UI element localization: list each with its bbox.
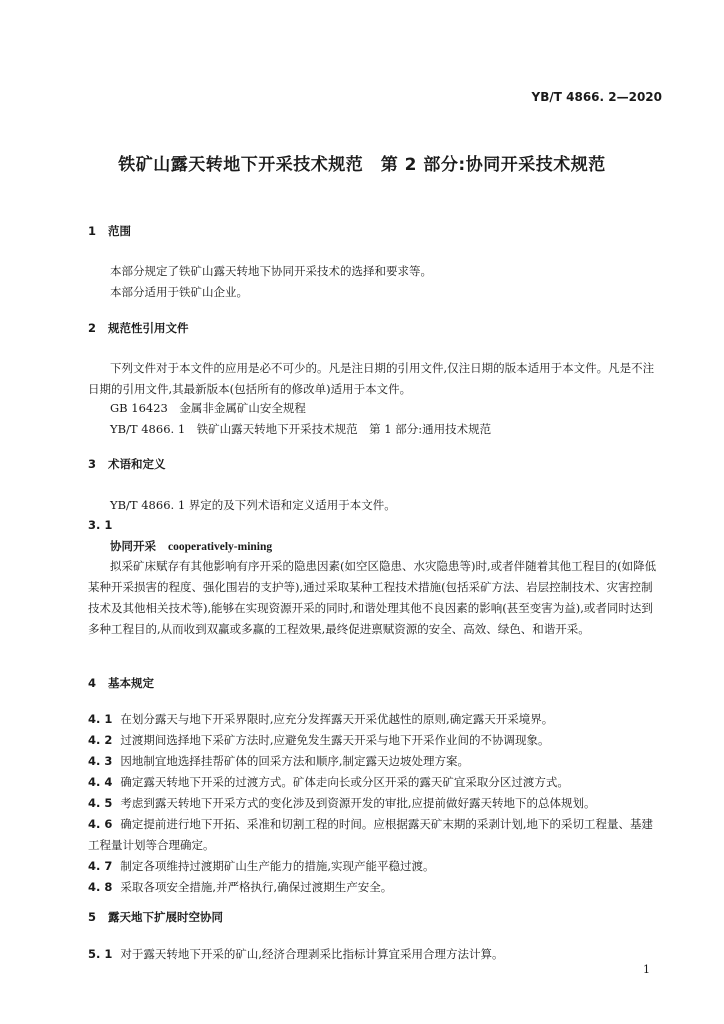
term-number: 3. 1: [88, 518, 113, 532]
section-number: 1: [88, 224, 97, 238]
section-title: 露天地下扩展时空协同: [108, 910, 223, 924]
section-number: 3: [88, 457, 97, 471]
clause-number: 4. 3: [88, 754, 113, 768]
clause-number: 4. 1: [88, 712, 113, 726]
clause-number: 5. 1: [88, 947, 113, 961]
section-4-heading: [88, 675, 154, 691]
clause-number: 4. 6: [88, 817, 113, 831]
page-title: 铁矿山露天转地下开采技术规范 第 2 部分:协同开采技术规范: [118, 155, 606, 175]
clause-number: 4. 7: [88, 859, 113, 873]
clause-text: 过渡期间选择地下采矿方法时,应避免发生露天开采与地下开采作业间的不协调现象。: [120, 733, 550, 747]
section-title: 规范性引用文件: [108, 321, 189, 335]
section-title: 基本规定: [108, 676, 154, 690]
section-number: 4: [88, 676, 97, 690]
section-3-heading: [88, 456, 166, 472]
section-number: 5: [88, 910, 97, 924]
page-number: 1: [643, 963, 650, 976]
term-heading: [110, 538, 272, 554]
section-1-heading: [88, 223, 131, 239]
clause-text: 确定露天转地下开采的过渡方式。矿体走向长或分区开采的露天矿宜采取分区过渡方式。: [120, 775, 569, 789]
section-number: 2: [88, 321, 97, 335]
clause-text: 对于露天转地下开采的矿山,经济合理剥采比指标计算宜采用合理方法计算。: [120, 947, 504, 961]
clause-text: 考虑到露天转地下开采方式的变化涉及到资源开发的审批,应提前做好露天转地下的总体规划。: [120, 796, 596, 810]
section-title: 术语和定义: [108, 457, 166, 471]
clause-text: 确定提前进行地下开拓、采准和切割工程的时间。应根据露天矿末期的采剥计划,地下的采切工程量、基建工程量计划等合理确定。: [88, 817, 654, 852]
section-title: 范围: [108, 224, 131, 238]
term-english: cooperatively-mining: [168, 541, 273, 553]
document-number: YB/T 4866. 2—2020: [531, 90, 662, 104]
clause-4-3: [88, 751, 660, 772]
clause-text: 采取各项安全措施,并严格执行,确保过渡期生产安全。: [120, 880, 393, 894]
clause-4-7: [88, 856, 660, 877]
clause-text: 因地制宜地选择挂帮矿体的回采方法和顺序,制定露天边坡处理方案。: [120, 754, 470, 768]
section-3-paragraph-1: YB/T 4866. 1 界定的及下列术语和定义适用于本文件。: [110, 498, 396, 512]
section-1-paragraph-1: 本部分规定了铁矿山露天转地下协同开采技术的选择和要求等。: [110, 264, 432, 278]
clause-5-1: [88, 944, 660, 965]
clause-number: 4. 4: [88, 775, 113, 789]
clause-4-6: [88, 814, 660, 856]
clause-4-5: [88, 793, 660, 814]
reference-gb16423: GB 16423 金属非金属矿山安全规程: [110, 401, 306, 415]
section-2-heading: [88, 320, 189, 336]
term-definition: 拟采矿床赋存有其他影响有序开采的隐患因素(如空区隐患、水灾隐患等)时,或者伴随着其他工程目的(如降低某种开采损害的程度、强化围岩的支护等),通过采取某种工程技术措施(包括采矿方法、岩层控制技术、灾害控制技术及其他相关技术等),能够在实现资源开采的同时,和谐处理其他不良因素的影响(甚至变害为益),或者同时达到多种工程目的,从而收到双赢或多赢的工程效果,最终促进禀赋资源的安全、高效、绿色、和谐开采。: [88, 559, 657, 636]
clause-4-8: [88, 877, 660, 898]
reference-ybt4866-1: YB/T 4866. 1 铁矿山露天转地下开采技术规范 第 1 部分:通用技术规范: [110, 422, 492, 436]
clause-number: 4. 2: [88, 733, 113, 747]
clause-4-1: [88, 709, 660, 730]
clause-number: 4. 8: [88, 880, 113, 894]
section-2-paragraph-1: 下列文件对于本文件的应用是必不可少的。凡是注日期的引用文件,仅注日期的版本适用于本文件。凡是不注日期的引用文件,其最新版本(包括所有的修改单)适用于本文件。: [88, 361, 655, 396]
section-1-paragraph-2: 本部分适用于铁矿山企业。: [110, 285, 248, 299]
clause-4-2: [88, 730, 660, 751]
section-5-heading: [88, 909, 223, 925]
clause-number: 4. 5: [88, 796, 113, 810]
clause-4-4: [88, 772, 660, 793]
term-chinese: 协同开采: [110, 539, 156, 553]
clause-text: 制定各项维持过渡期矿山生产能力的措施,实现产能平稳过渡。: [120, 859, 435, 873]
clause-text: 在划分露天与地下开采界限时,应充分发挥露天开采优越性的原则,确定露天开采境界。: [120, 712, 554, 726]
